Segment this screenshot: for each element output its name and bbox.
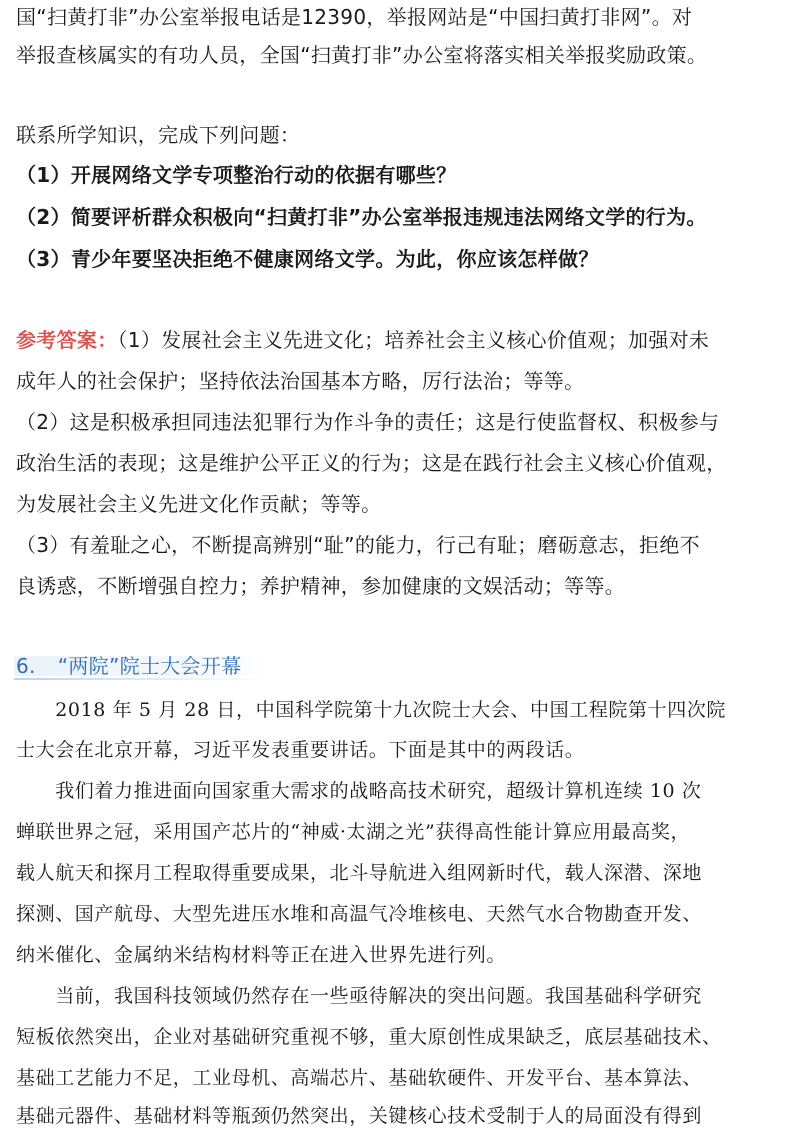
section-body-line-10: 基础工艺能力不足，工业母机、高端芯片、基础软硬件、开发平台、基本算法、 xyxy=(16,1067,703,1089)
question-3: （3）青少年要坚决拒绝不健康网络文学。为此，你应该怎样做？ xyxy=(16,247,599,271)
section-body-line-6: 探测、国产航母、大型先进压水堆和高温气冷堆核电、天然气水合物勘查开发、 xyxy=(16,903,703,925)
section-body-line-7: 纳米催化、金属纳米结构材料等正在进入世界先进行列。 xyxy=(16,944,507,966)
section-body-line-5: 载人航天和探月工程取得重要成果，北斗导航进入组网新时代，载人深潜、深地 xyxy=(16,862,703,884)
answer-line-4: 政治生活的表现；这是维护公平正义的行为；这是在践行社会主义核心价值观， xyxy=(16,451,727,475)
answer-line-5: 为发展社会主义先进文化作贡献；等等。 xyxy=(16,492,382,516)
question-1: （1）开展网络文学专项整治行动的依据有哪些？ xyxy=(16,163,457,187)
section-heading xyxy=(16,654,241,678)
answer-line-2: 成年人的社会保护；坚持依法治国基本方略，厉行法治；等等。 xyxy=(16,369,585,393)
answer-line-1-text: （1）发展社会主义先进文化；培养社会主义核心价值观；加强对未 xyxy=(117,328,710,352)
section-body-line-9: 短板依然突出，企业对基础研究重视不够，重大原创性成果缺乏，底层基础技术、 xyxy=(16,1026,722,1048)
answer-line-6: （3）有羞耻之心，不断提高辨别“耻”的能力，行己有耻；磨砺意志，拒绝不 xyxy=(16,533,700,557)
section-body-line-1: 2018 年 5 月 28 日，中国科学院第十九次院士大会、中国工程院第十四次院 xyxy=(16,699,727,721)
answer-line-3: （2）这是积极承担同违法犯罪行为作斗争的责任；这是行使监督权、积极参与 xyxy=(16,410,720,434)
section-body-line-8: 当前，我国科技领域仍然存在一些亟待解决的突出问题。我国基础科学研究 xyxy=(16,985,703,1007)
section-number: 6. xyxy=(16,654,36,678)
answer-label: 参考答案： xyxy=(16,328,118,352)
section-body-line-3: 我们着力推进面向国家重大需求的战略高技术研究，超级计算机连续 10 次 xyxy=(16,780,702,802)
question-2: （2）简要评析群众积极向“扫黄打非”办公室举报违规违法网络文学的行为。 xyxy=(16,205,707,229)
section-title-underline xyxy=(14,678,272,680)
intro-line-1: 国“扫黄打非”办公室举报电话是12390，举报网站是“中国扫黄打非网”。对 xyxy=(16,5,693,29)
section-body-line-4: 蝉联世界之冠，采用国产芯片的“神威·太湖之光”获得高性能计算应用最高奖， xyxy=(16,821,691,843)
answer-line-1 xyxy=(16,328,709,352)
intro-line-2: 举报查核属实的有功人员，全国“扫黄打非”办公室将落实相关举报奖励政策。 xyxy=(16,43,708,67)
section-title: “两院”院士大会开幕 xyxy=(57,654,242,678)
section-body-line-11: 基础元器件、基础材料等瓶颈仍然突出，关键核心技术受制于人的局面没有得到 xyxy=(16,1105,703,1127)
questions-prompt: 联系所学知识，完成下列问题： xyxy=(16,123,301,147)
answer-line-7: 良诱惑，不断增强自控力；养护精神，参加健康的文娱活动；等等。 xyxy=(16,574,625,598)
section-body-line-2: 士大会在北京开幕，习近平发表重要讲话。下面是其中的两段话。 xyxy=(16,739,585,761)
